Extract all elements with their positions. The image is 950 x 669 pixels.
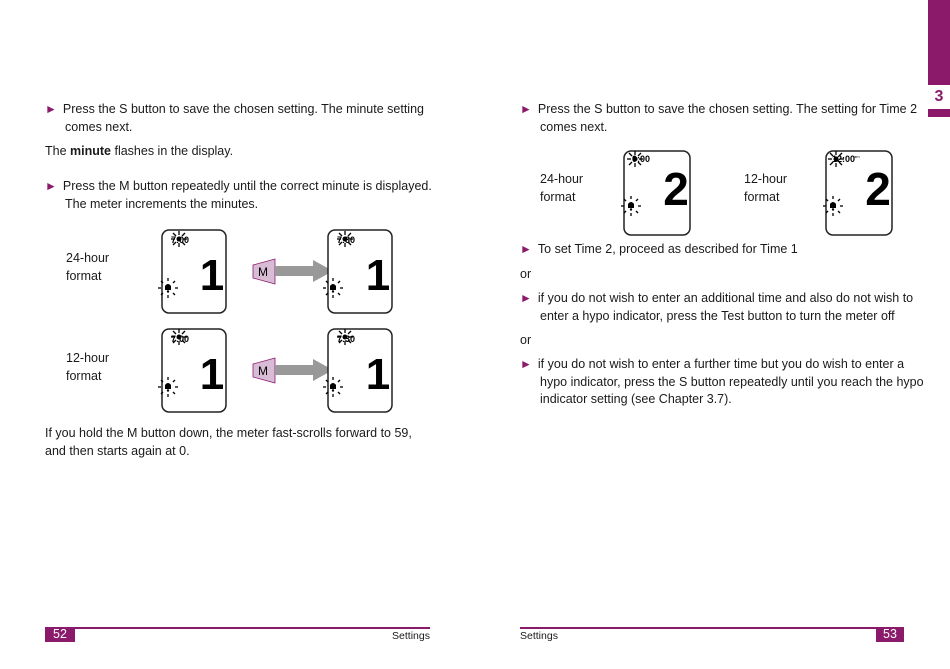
footer-label-left: Settings bbox=[392, 630, 430, 642]
meter-display-diagram-right bbox=[618, 145, 898, 240]
meter-display-12h-time2 bbox=[823, 151, 892, 235]
step-save-time2: ► Press the S button to save the chosen setting. The setting for Time 2 comes next. bbox=[520, 102, 918, 134]
meter-display-24h-before bbox=[158, 230, 226, 313]
svg-text:12:00: 12:00 bbox=[832, 154, 856, 164]
chapter-number: 3 bbox=[934, 88, 944, 105]
m-button-24h bbox=[253, 259, 275, 284]
m-button-12h bbox=[253, 358, 275, 383]
svg-text:am: am bbox=[854, 154, 860, 159]
svg-text:1: 1 bbox=[199, 350, 225, 399]
minute-flash-note: The minute flashes in the display. bbox=[45, 144, 234, 158]
label-24h-left: 24-hour format bbox=[66, 251, 110, 283]
label-24h-right: 24-hour format bbox=[540, 172, 584, 204]
meter-display-24h-after bbox=[323, 230, 392, 313]
meter-display-12h-before bbox=[158, 329, 226, 412]
step-hypo: ► if you do not wish to enter a further time but you do wish to enter a hypo indicator, press the S button repeatedly until you reach the hypo indicator setting (see Chapter 3.7). bbox=[520, 357, 924, 406]
fast-scroll-note: If you hold the M button down, the meter fast-scrolls forward to 59, and then starts again at 0. bbox=[45, 426, 412, 458]
bullet-icon: ► bbox=[520, 102, 532, 116]
svg-text:7:30: 7:30 bbox=[337, 235, 356, 245]
step-no-more: ► if you do not wish to enter an additional time and also do not wish to enter a hypo indicator, press the Test button to turn the meter off bbox=[520, 291, 914, 323]
svg-text:7:00: 7:00 bbox=[171, 235, 190, 245]
footer-rule-left bbox=[45, 627, 430, 629]
meter-display-12h-after bbox=[323, 329, 392, 412]
step-press-m: ► Press the M button repeatedly until the correct minute is displayed. The meter increments the minutes. bbox=[45, 179, 432, 211]
svg-text:7:00: 7:00 bbox=[171, 334, 190, 344]
bullet-icon: ► bbox=[45, 102, 57, 116]
meter-display-24h-time2 bbox=[621, 151, 690, 235]
label-12h-right: 12-hour format bbox=[744, 172, 788, 204]
svg-text:1: 1 bbox=[365, 251, 391, 300]
bullet-icon: ► bbox=[45, 179, 57, 193]
svg-text:0:00: 0:00 bbox=[632, 154, 651, 164]
svg-text:1: 1 bbox=[365, 350, 391, 399]
svg-text:M: M bbox=[258, 265, 268, 279]
step-time2: ► To set Time 2, proceed as described for Time 1 bbox=[520, 242, 798, 256]
svg-text:M: M bbox=[258, 364, 268, 378]
svg-text:2: 2 bbox=[663, 163, 689, 215]
bullet-icon: ► bbox=[520, 357, 532, 371]
meter-display-diagram-left bbox=[155, 222, 440, 417]
svg-text:2: 2 bbox=[865, 163, 891, 215]
footer-label-right: Settings bbox=[520, 630, 558, 642]
bullet-icon: ► bbox=[520, 291, 532, 305]
or-separator-2: or bbox=[520, 333, 532, 347]
bullet-icon: ► bbox=[520, 242, 532, 256]
svg-text:1: 1 bbox=[199, 251, 225, 300]
page-number-left: 52 bbox=[45, 627, 75, 642]
svg-text:7:30: 7:30 bbox=[337, 334, 356, 344]
page-number-right: 53 bbox=[876, 627, 904, 642]
label-12h-left: 12-hour format bbox=[66, 351, 110, 383]
arrow-24h bbox=[275, 260, 333, 282]
step-save-minute: ► Press the S button to save the chosen setting. The minute setting comes next. bbox=[45, 102, 424, 134]
footer-rule-right bbox=[520, 627, 904, 629]
or-separator-1: or bbox=[520, 267, 532, 281]
arrow-12h bbox=[275, 359, 333, 381]
